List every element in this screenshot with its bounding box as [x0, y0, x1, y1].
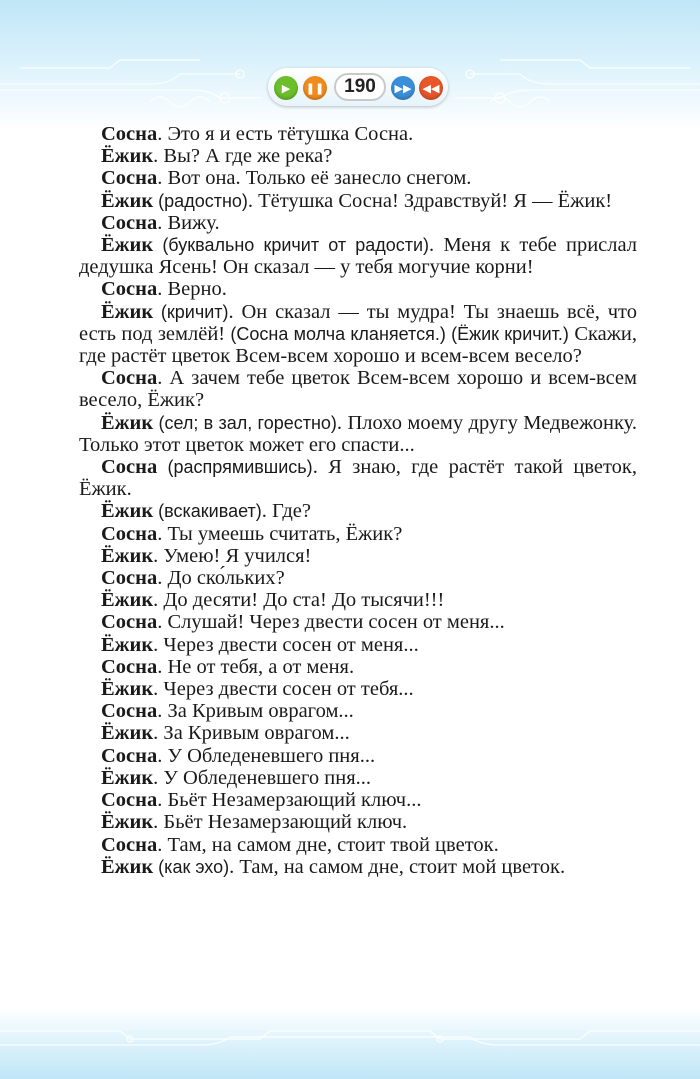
line-text: . До ско́льких?: [157, 567, 285, 590]
stage-direction: (сел; в зал, горестно): [153, 412, 337, 433]
dialogue-line: [79, 767, 637, 789]
dialogue-line: [79, 745, 637, 767]
speaker-name: Ёжик: [101, 722, 154, 745]
line-text: . Верно.: [157, 278, 227, 301]
dialogue-line: [79, 856, 637, 878]
page-number: 190: [334, 73, 386, 101]
line-text: . Там, на самом дне, стоит мой цветок.: [229, 855, 566, 878]
speaker-name: Ёжик: [101, 500, 154, 523]
dialogue-line: [79, 656, 637, 678]
dialogue-line: [79, 456, 637, 500]
line-text: . Через двести сосен от тебя...: [153, 678, 414, 701]
line-text: . Вы? А где же река?: [153, 145, 333, 168]
line-text: . Тётушка Сосна! Здравствуй! Я — Ёжик!: [247, 189, 613, 212]
speaker-name: Ёжик: [101, 234, 154, 257]
line-text: . Плохо моему другу Медвежонку. Только этот цветок может его спасти...: [79, 411, 637, 456]
speaker-name: Сосна: [101, 456, 158, 479]
line-text: . Он сказал — ты мудра! Ты знаешь всё, что есть под землёй!: [79, 300, 637, 345]
line-text: . Это я и есть тётушка Сосна.: [157, 123, 414, 145]
dialogue-line: [79, 367, 637, 411]
dialogue-line: [79, 123, 637, 145]
stage-direction: (вскакивает): [153, 501, 262, 522]
line-text: . Через двести сосен от меня...: [153, 633, 419, 656]
speaker-name: Ёжик: [101, 411, 154, 434]
line-text: . До десяти! До ста! До тысячи!!!: [153, 589, 445, 612]
speaker-name: Ёжик: [101, 589, 154, 612]
line-text: . Умею! Я учился!: [153, 544, 312, 567]
line-text: . За Кривым оврагом...: [153, 722, 350, 745]
line-text: . Я знаю, где растёт такой цветок, Ёжик.: [79, 456, 637, 501]
stage-direction: (как эхо): [153, 856, 230, 877]
line-text: . А зачем тебе цветок Всем-всем хорошо и всем-всем весело, Ёжик?: [79, 367, 637, 412]
dialogue-line: [79, 678, 637, 700]
speaker-name: Сосна: [101, 611, 158, 634]
dialogue-line: [79, 523, 637, 545]
dialogue-line: [79, 145, 637, 167]
page-navigation: [268, 68, 448, 106]
speaker-name: Ёжик: [101, 811, 154, 834]
dialogue-line: [79, 789, 637, 811]
play-icon[interactable]: ▶: [274, 76, 298, 100]
footer-ornament: [0, 1017, 700, 1057]
speaker-name: Сосна: [101, 833, 158, 856]
speaker-name: Сосна: [101, 700, 158, 723]
speaker-name: Сосна: [101, 744, 158, 767]
dialogue-line: [79, 545, 637, 567]
speaker-name: Ёжик: [101, 678, 154, 701]
speaker-name: Сосна: [101, 167, 158, 190]
dialogue-line: [79, 634, 637, 656]
line-text: . Слушай! Через двести сосен от меня...: [157, 611, 505, 634]
dialogue-line: [79, 301, 637, 368]
speaker-name: Сосна: [101, 278, 158, 301]
stage-direction: (распрямившись): [157, 457, 313, 478]
dialogue-line: [79, 589, 637, 611]
line-text: . У Обледеневшего пня...: [157, 744, 376, 767]
stage-direction: (Сосна молча кланяется.) (Ёжик кричит.): [225, 323, 569, 344]
speaker-name: Ёжик: [101, 300, 154, 323]
speaker-name: Ёжик: [101, 633, 154, 656]
dialogue-line: [79, 611, 637, 633]
dialogue-line: [79, 278, 637, 300]
speaker-name: Сосна: [101, 123, 158, 145]
dialogue-line: [79, 234, 637, 278]
speaker-name: Сосна: [101, 567, 158, 590]
dialogue-line: [79, 700, 637, 722]
stage-direction: (буквально кричит от радости): [153, 235, 430, 256]
line-text: . Вижу.: [157, 211, 220, 234]
line-text: . Бьёт Незамерзающий ключ...: [157, 789, 422, 812]
dialogue-line: [79, 500, 637, 522]
speaker-name: Сосна: [101, 211, 158, 234]
back-icon[interactable]: ◀◀: [419, 76, 443, 100]
dialogue-line: [79, 811, 637, 833]
line-text: . Ты умеешь считать, Ёжик?: [157, 522, 403, 545]
line-text: . Не от тебя, а от меня.: [157, 655, 355, 678]
header-band: [0, 0, 700, 130]
line-text: . Вот она. Только её занесло снегом.: [157, 167, 472, 190]
speaker-name: Ёжик: [101, 855, 154, 878]
stage-direction: (радостно): [153, 190, 248, 211]
speaker-name: Ёжик: [101, 145, 154, 168]
speaker-name: Сосна: [101, 789, 158, 812]
speaker-name: Ёжик: [101, 766, 154, 789]
pause-icon[interactable]: ❚❚: [303, 76, 327, 100]
dialogue-line: [79, 567, 637, 589]
play-text: [79, 123, 637, 878]
line-text: . За Кривым оврагом...: [157, 700, 354, 723]
forward-icon[interactable]: ▶▶: [391, 76, 415, 100]
line-text: . У Обледеневшего пня...: [153, 766, 372, 789]
dialogue-line: [79, 167, 637, 189]
stage-direction: (кричит): [153, 301, 229, 322]
speaker-name: Сосна: [101, 522, 158, 545]
footer-band: [0, 1009, 700, 1079]
line-text: . Бьёт Незамерзающий ключ.: [153, 811, 408, 834]
dialogue-line: [79, 412, 637, 456]
speaker-name: Сосна: [101, 655, 158, 678]
speaker-name: Ёжик: [101, 189, 154, 212]
dialogue-line: [79, 190, 637, 212]
dialogue-line: [79, 722, 637, 744]
line-text: . Где?: [261, 500, 311, 523]
dialogue-line: [79, 212, 637, 234]
line-text: Скажи, где растёт цветок Всем-всем хорошо и всем-всем весело?: [79, 322, 637, 368]
speaker-name: Сосна: [101, 367, 158, 390]
line-text: . Там, на самом дне, стоит твой цветок.: [157, 833, 499, 856]
speaker-name: Ёжик: [101, 544, 154, 567]
line-text: . Меня к тебе прислал дедушка Ясень! Он сказал — у тебя могучие корни!: [79, 234, 638, 279]
dialogue-line: [79, 834, 637, 856]
